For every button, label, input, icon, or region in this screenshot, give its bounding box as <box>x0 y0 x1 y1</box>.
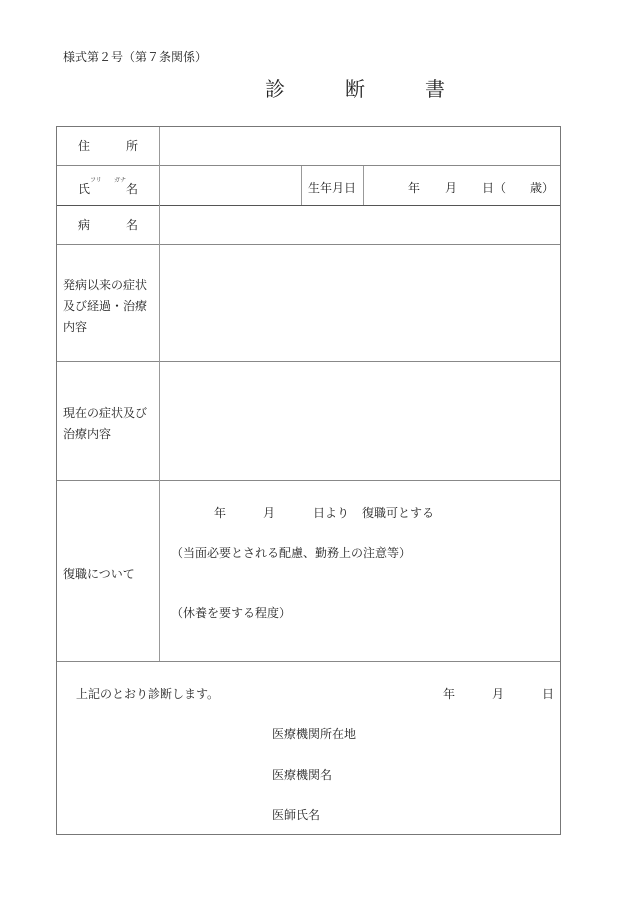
name-field[interactable] <box>161 167 300 204</box>
return-ok-text: 復職可とする <box>362 506 435 520</box>
furigana-ga-na: ガナ <box>114 177 127 184</box>
institution-name-label: 医療機関名 <box>272 768 333 782</box>
dob-age: 歳） <box>530 181 555 195</box>
row-divider <box>57 165 560 166</box>
doctor-name-field[interactable] <box>330 799 558 825</box>
document-title: 診 断 書 <box>265 77 465 101</box>
dob-label: 生年月日 <box>308 181 357 195</box>
row-divider <box>57 480 560 481</box>
address-field[interactable] <box>161 128 559 165</box>
name-label: 氏 名 <box>77 182 150 196</box>
footer-date-year: 年 <box>443 687 456 701</box>
footer-date-day: 日 <box>542 687 555 701</box>
dob-day: 日（ <box>482 181 507 195</box>
dob-divider-left <box>301 166 302 205</box>
disease-field[interactable] <box>161 207 559 243</box>
return-day-from: 日より <box>313 506 350 520</box>
institution-name-field[interactable] <box>340 759 558 785</box>
dob-year: 年 <box>408 181 421 195</box>
dob-divider-right <box>363 166 364 205</box>
rest-degree-field[interactable] <box>161 620 559 660</box>
row-divider <box>57 661 560 662</box>
considerations-label: （当面必要とされる配慮、勤務上の注意等） <box>171 546 412 560</box>
current-field[interactable] <box>161 363 559 479</box>
footer-date-month: 月 <box>492 687 505 701</box>
diagnosis-statement: 上記のとおり診断します。 <box>76 687 220 701</box>
form-number: 様式第２号（第７条関係） <box>63 50 208 64</box>
row-divider <box>57 361 560 362</box>
return-year: 年 <box>214 506 227 520</box>
row-divider <box>57 244 560 245</box>
doctor-name-label: 医師氏名 <box>272 808 321 822</box>
label-column-divider <box>159 127 160 661</box>
disease-label: 病 名 <box>77 218 150 232</box>
return-date-field[interactable] <box>161 490 559 520</box>
history-field[interactable] <box>161 246 559 360</box>
furigana-fu-ri: フリ <box>90 177 102 184</box>
address-label: 住 所 <box>77 139 150 153</box>
current-label-line-2: 治療内容 <box>63 427 112 441</box>
institution-address-field[interactable] <box>360 718 558 744</box>
return-to-work-label: 復職について <box>63 567 135 581</box>
return-month: 月 <box>263 506 276 520</box>
considerations-field[interactable] <box>161 560 559 596</box>
footer-date-field[interactable] <box>420 678 558 704</box>
current-label-line-1: 現在の症状及び <box>63 406 148 420</box>
institution-address-label: 医療機関所在地 <box>272 727 357 741</box>
history-label-line-2: 及び経過・治療 <box>63 299 148 313</box>
rest-degree-label: （休養を要する程度） <box>171 606 292 620</box>
row-divider <box>57 205 560 206</box>
history-label-line-1: 発病以来の症状 <box>63 278 148 292</box>
dob-month: 月 <box>445 181 458 195</box>
history-label-line-3: 内容 <box>63 320 88 334</box>
